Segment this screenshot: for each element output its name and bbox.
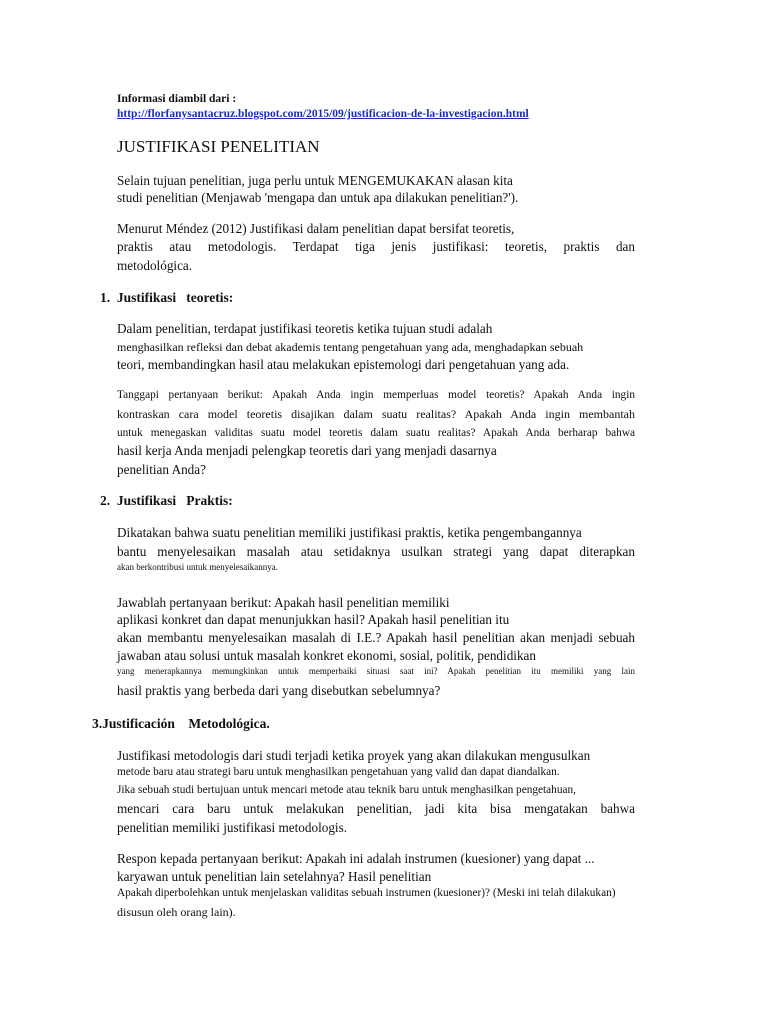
section3-para2-line: Respon kepada pertanyaan berikut: Apakah ini adalah instrumen (kuesioner) yang dapat ... bbox=[117, 851, 595, 866]
section2-para2-line: hasil praktis yang berbeda dari yang disebutkan sebelumnya? bbox=[117, 683, 441, 698]
mendez-line: Menurut Méndez (2012) Justifikasi dalam penelitian dapat bersifat teoretis, bbox=[117, 221, 515, 236]
section1-para2-line: untuk menegaskan validitas suatu model teoretis dalam suatu realitas? Apakah Anda berharap bahwa bbox=[117, 427, 635, 439]
section1-para1-line: teori, membandingkan hasil atau melakukan epistemologi dari pengetahuan yang ada. bbox=[117, 357, 570, 372]
source-label: Informasi diambil dari : bbox=[117, 93, 237, 105]
section2-para2-line: yang menerapkannya memungkinkan untuk memperbaiki situasi saat ini? Apakah penelitian itu memiliki yang lain bbox=[117, 666, 635, 676]
section3-para1-line: Jika sebuah studi bertujuan untuk mencari metode atau teknik baru untuk menghasilkan pengetahuan, bbox=[117, 784, 576, 796]
section3-para2-line: karyawan untuk penelitian lain setelahnya? Hasil penelitian bbox=[117, 869, 432, 884]
section1-para1-line: menghasilkan refleksi dan debat akademis tentang pengetahuan yang ada, menghadapkan sebuah bbox=[117, 340, 584, 354]
section2-para2-line: Jawablah pertanyaan berikut: Apakah hasil penelitian memiliki bbox=[117, 595, 450, 610]
section2-para2-line: akan membantu menyelesaikan masalah di I.E.? Apakah hasil penelitian akan menjadi sebuah bbox=[117, 630, 635, 645]
mendez-line: praktis atau metodologis. Terdapat tiga jenis justifikasi: teoretis, praktis dan bbox=[117, 239, 635, 254]
section3-para1-line: penelitian memiliki justifikasi metodologis. bbox=[117, 820, 348, 835]
intro-line: studi penelitian (Menjawab 'mengapa dan untuk apa dilakukan penelitian?'). bbox=[117, 190, 519, 205]
section3-heading: 3.Justificación Metodológica. bbox=[92, 716, 270, 731]
section1-para2-line: penelitian Anda? bbox=[117, 462, 206, 477]
section3-para2-line: Apakah diperbolehkan untuk menjelaskan validitas sebuah instrumen (kuesioner)? (Meski ini telah dilakukan) bbox=[117, 887, 616, 899]
section1-para1-line: Dalam penelitian, terdapat justifikasi teoretis ketika tujuan studi adalah bbox=[117, 321, 493, 336]
intro-line: Selain tujuan penelitian, juga perlu untuk MENGEMUKAKAN alasan kita bbox=[117, 173, 513, 188]
section1-para2-line: hasil kerja Anda menjadi pelengkap teoretis dari yang menjadi dasarnya bbox=[117, 443, 497, 458]
section3-para1-line: Justifikasi metodologis dari studi terjadi ketika proyek yang akan dilakukan mengusulkan bbox=[117, 748, 591, 763]
page-title: JUSTIFIKASI PENELITIAN bbox=[117, 137, 320, 156]
section2-para2-line: jawaban atau solusi untuk masalah konkret ekonomi, sosial, politik, pendidikan bbox=[117, 648, 536, 663]
mendez-line: metodológica. bbox=[117, 258, 193, 273]
source-link[interactable]: http://florfanysantacruz.blogspot.com/2015/09/justificacion-de-la-investigacion.html bbox=[117, 108, 529, 120]
section3-para1-line: metode baru atau strategi baru untuk menghasilkan pengetahuan yang valid dan dapat diandalkan. bbox=[117, 766, 560, 778]
section2-para1-line: akan berkontribusi untuk menyelesaikannya. bbox=[117, 562, 278, 572]
section2-para1-line: Dikatakan bahwa suatu penelitian memiliki justifikasi praktis, ketika pengembangannya bbox=[117, 525, 582, 540]
section2-para2-line: aplikasi konkret dan dapat menunjukkan hasil? Apakah hasil penelitian itu bbox=[117, 612, 510, 627]
section2-para1-line: bantu menyelesaikan masalah atau setidaknya usulkan strategi yang dapat diterapkan bbox=[117, 544, 635, 559]
section1-para2-line: kontraskan cara model teoretis disajikan dalam suatu realitas? Apakah Anda ingin membantah bbox=[117, 407, 635, 421]
section1-para2-line: Tanggapi pertanyaan berikut: Apakah Anda ingin memperluas model teoretis? Apakah Anda ingin bbox=[117, 389, 635, 401]
section1-heading: 1. Justifikasi teoretis: bbox=[100, 290, 234, 305]
section3-para2-line: disusun oleh orang lain). bbox=[117, 905, 236, 919]
section3-para1-line: mencari cara baru untuk melakukan penelitian, jadi kita bisa mengatakan bahwa bbox=[117, 801, 635, 816]
section2-heading: 2. Justifikasi Praktis: bbox=[100, 493, 233, 508]
